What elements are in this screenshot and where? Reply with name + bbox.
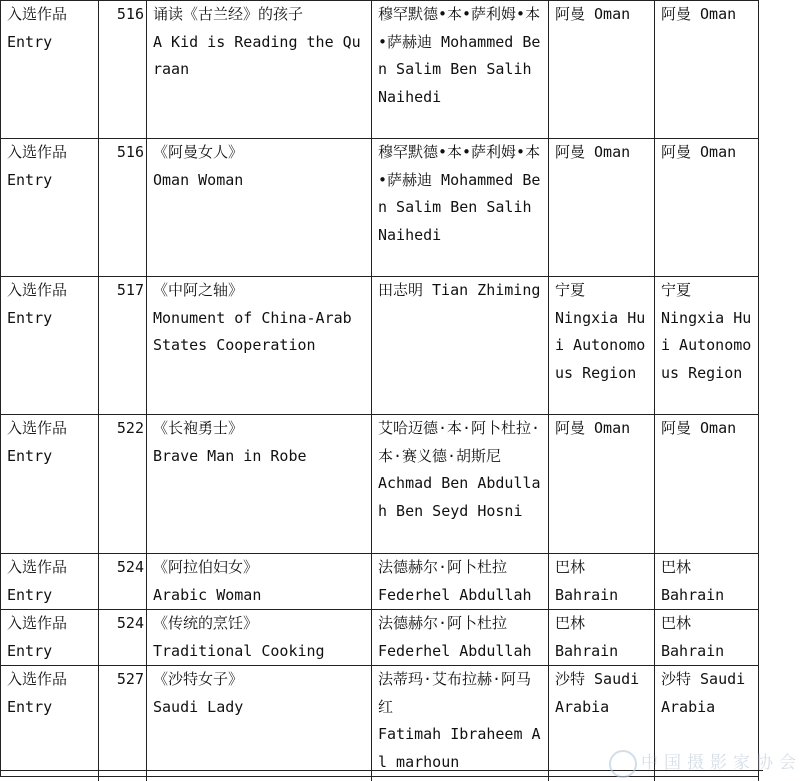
cell-country: 沙特 Saudi Arabia — [549, 666, 655, 777]
cell-title: 《传统的烹饪》 Traditional Cooking — [147, 610, 372, 666]
cell-title: 诵读《古兰经》的孩子 A Kid is Reading the Quraan — [147, 1, 372, 139]
cell-number: 527 — [99, 666, 147, 777]
cell-author: 法德赫尔·阿卜杜拉 Federhel Abdullah — [372, 610, 549, 666]
cell-category: 入选作品 Entry — [1, 277, 99, 415]
table-row — [1, 610, 759, 666]
cell-region: 阿曼 Oman — [655, 415, 759, 554]
cell-title: 《长袍勇士》 Brave Man in Robe — [147, 415, 372, 554]
table-row — [1, 415, 759, 554]
cell-country: 阿曼 Oman — [549, 139, 655, 277]
cell-category: 入选作品 Entry — [1, 610, 99, 666]
entries-table-body — [1, 1, 759, 777]
cell-category: 入选作品 Entry — [1, 415, 99, 554]
cell-author: 田志明 Tian Zhiming — [372, 277, 549, 415]
cell-country: 宁夏 Ningxia Hui Autonomous Region — [549, 277, 655, 415]
cell-region: 阿曼 Oman — [655, 1, 759, 139]
cell-number: 522 — [99, 415, 147, 554]
cell-number: 516 — [99, 1, 147, 139]
cell-category: 入选作品 Entry — [1, 139, 99, 277]
cell-category: 入选作品 Entry — [1, 1, 99, 139]
cell-region: 巴林 Bahrain — [655, 610, 759, 666]
cell-author: 穆罕默德•本•萨利姆•本•萨赫迪 Mohammed Ben Salim Ben Salih Naihedi — [372, 139, 549, 277]
cell-title: 《阿拉伯妇女》 Arabic Woman — [147, 554, 372, 610]
table-row — [1, 139, 759, 277]
table-row — [1, 277, 759, 415]
cell-title: 《沙特女子》 Saudi Lady — [147, 666, 372, 777]
cell-region: 巴林 Bahrain — [655, 554, 759, 610]
cell-number: 524 — [99, 610, 147, 666]
watermark — [609, 748, 802, 778]
cell-country: 阿曼 Oman — [549, 1, 655, 139]
cell-number: 517 — [99, 277, 147, 415]
cell-title: 《中阿之轴》 Monument of China-Arab States Cooperation — [147, 277, 372, 415]
table-row — [1, 554, 759, 610]
cell-category: 入选作品 Entry — [1, 666, 99, 777]
table-row — [1, 1, 759, 139]
cell-number: 516 — [99, 139, 147, 277]
watermark-text: 中国摄影家协会 — [641, 753, 802, 773]
cell-region: 沙特 Saudi Arabia — [655, 666, 759, 777]
cell-author: 法德赫尔·阿卜杜拉 Federhel Abdullah — [372, 554, 549, 610]
cell-region: 阿曼 Oman — [655, 139, 759, 277]
watermark-logo-icon — [609, 750, 637, 778]
cell-country: 巴林 Bahrain — [549, 610, 655, 666]
cell-author: 法蒂玛·艾布拉赫·阿马红 Fatimah Ibraheem Al marhoun — [372, 666, 549, 777]
cell-category: 入选作品 Entry — [1, 554, 99, 610]
cell-title: 《阿曼女人》 Oman Woman — [147, 139, 372, 277]
cell-author: 穆罕默德•本•萨利姆•本•萨赫迪 Mohammed Ben Salim Ben Salih Naihedi — [372, 1, 549, 139]
cell-region: 宁夏 Ningxia Hui Autonomous Region — [655, 277, 759, 415]
cell-country: 巴林 Bahrain — [549, 554, 655, 610]
cell-country: 阿曼 Oman — [549, 415, 655, 554]
cell-number: 524 — [99, 554, 147, 610]
cell-author: 艾哈迈德·本·阿卜杜拉·本·赛义德·胡斯尼 Achmad Ben Abdullah Ben Seyd Hosni — [372, 415, 549, 554]
